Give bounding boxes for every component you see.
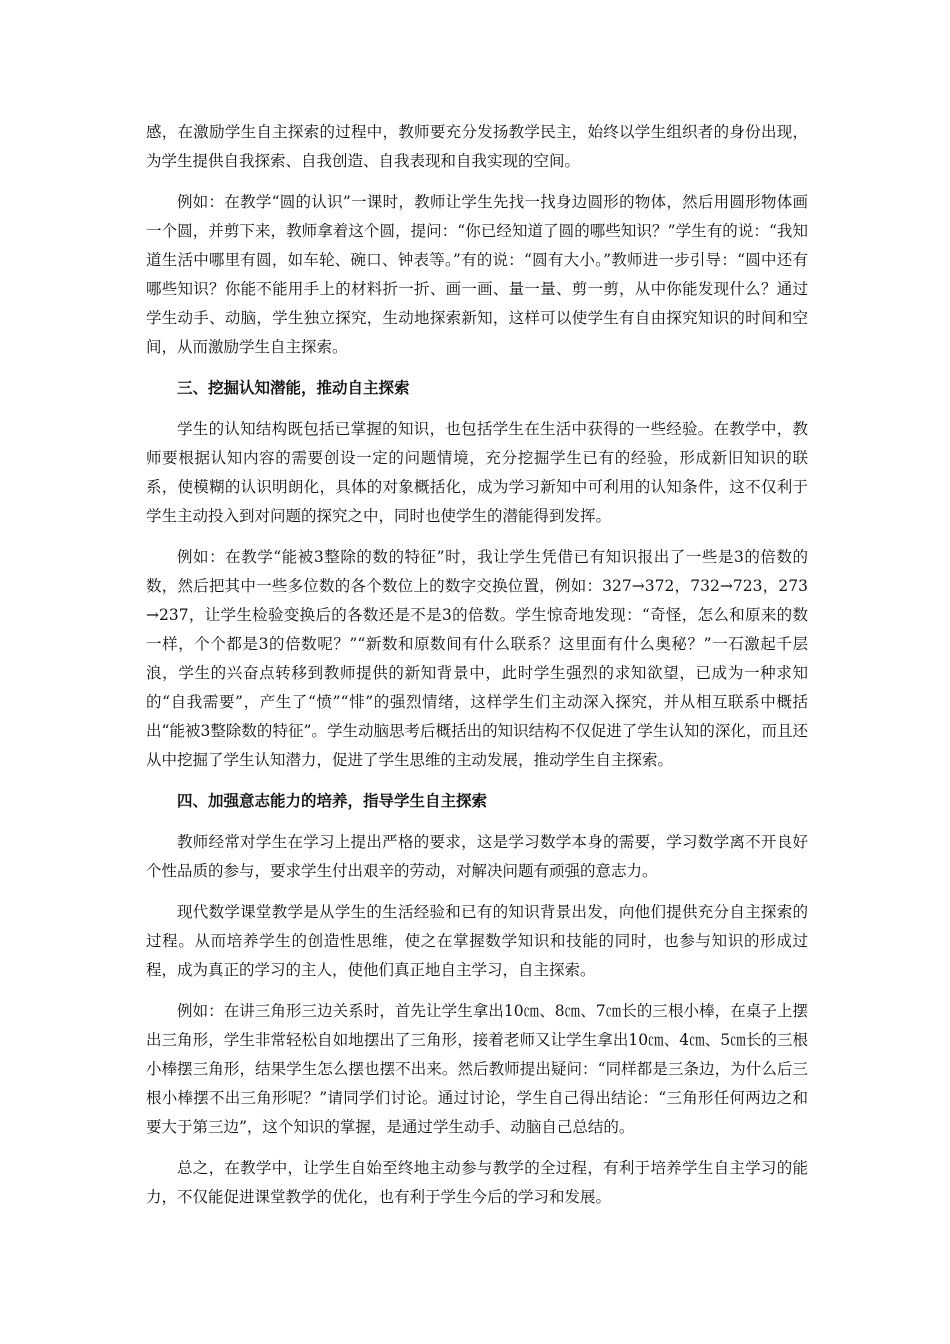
paragraph-conclusion: 总之，在教学中，让学生自始至终地主动参与教学的全过程，有利于培养学生自主学习的能力，不仅能促进课堂教学的优化，也有利于学生今后的学习和发展。 bbox=[146, 1159, 808, 1206]
paragraph-continuation: 感，在激励学生自主探索的过程中，教师要充分发扬教学民主，始终以学生组织者的身份出现，为学生提供自我探索、自我创造、自我表现和自我实现的空间。 bbox=[146, 123, 808, 170]
section-heading-4: 四、加强意志能力的培养，指导学生自主探索 bbox=[177, 792, 488, 810]
paragraph-circle-example: 例如：在教学“圆的认识”一课时，教师让学生先找一找身边圆形的物体，然后用圆形物体画一个圆，并剪下来，教师拿着这个圆，提问：“你已经知道了圆的哪些知识？”学生有的说：“我知道生活中哪里有圆，如车轮、碗口、钟表等。”有的说：“圆有大小。”教师进一步引导：“圆中还有哪些知识？你能不能用手上的材料折一折、画一画、量一量、剪一剪，从中你能发现什么？通过学生动手、动脑，学生独立探究，生动地探索新知，这样可以使学生有自由探究知识的时间和空间，从而激励学生自主探索。 bbox=[146, 193, 808, 356]
document-page bbox=[146, 118, 808, 1224]
paragraph-triangle-example: 例如：在讲三角形三边关系时，首先让学生拿出10㎝、8㎝、7㎝长的三根小棒，在桌子上摆出三角形，学生非常轻松自如地摆出了三角形，接着老师又让学生拿出10㎝、4㎝、5㎝长的三根小棒摆三角形，结果学生怎么摆也摆不出来。然后教师提出疑问：“同样都是三条边，为什么后三根小棒摆不出三角形呢？”请同学们讨论。通过讨论，学生自己得出结论：“三角形任何两边之和要大于第三边”，这个知识的掌握，是通过学生动手、动脑自己总结的。 bbox=[146, 1002, 808, 1136]
paragraph-cognitive-structure: 学生的认知结构既包括已掌握的知识，也包括学生在生活中获得的一些经验。在教学中，教师要根据认知内容的需要创设一定的问题情境，充分挖掘学生已有的经验，形成新旧知识的联系，使模糊的认识明朗化，具体的对象概括化，成为学习新知中可利用的认知条件，这不仅利于学生主动投入到对问题的探究之中，同时也使学生的潜能得到发挥。 bbox=[146, 420, 808, 525]
section-heading-3: 三、挖掘认知潜能，推动自主探索 bbox=[177, 379, 410, 397]
paragraph-modern-teaching: 现代数学课堂教学是从学生的生活经验和已有的知识背景出发，向他们提供充分自主探索的过程。从而培养学生的创造性思维，使之在掌握数学知识和技能的同时，也参与知识的形成过程，成为真正的学习的主人，使他们真正地自主学习，自主探索。 bbox=[146, 903, 808, 979]
paragraph-divisible-by-3-example: 例如：在教学“能被3整除的数的特征”时，我让学生凭借已有知识报出了一些是3的倍数的数，然后把其中一些多位数的各个数位上的数字交换位置，例如：327→372，732→723，273→237，让学生检验变换后的各数还是不是3的倍数。学生惊奇地发现：“奇怪，怎么和原来的数一样，个个都是3的倍数呢？”“新数和原数间有什么联系？这里面有什么奥秘？”一石激起千层浪，学生的兴奋点转移到教师提供的新知背景中，此时学生强烈的求知欲望，已成为一种求知的“自我需要”，产生了“愤”“悱”的强烈情绪，这样学生们主动深入探究，并从相互联系中概括出“能被3整除数的特征”。学生动脑思考后概括出的知识结构不仅促进了学生认知的深化，而且还从中挖掘了学生认知潜力，促进了学生思维的主动发展，推动学生自主探索。 bbox=[146, 548, 808, 769]
paragraph-strict-requirements: 教师经常对学生在学习上提出严格的要求，这是学习数学本身的需要，学习数学离不开良好个性品质的参与，要求学生付出艰辛的劳动，对解决问题有顽强的意志力。 bbox=[146, 833, 808, 880]
